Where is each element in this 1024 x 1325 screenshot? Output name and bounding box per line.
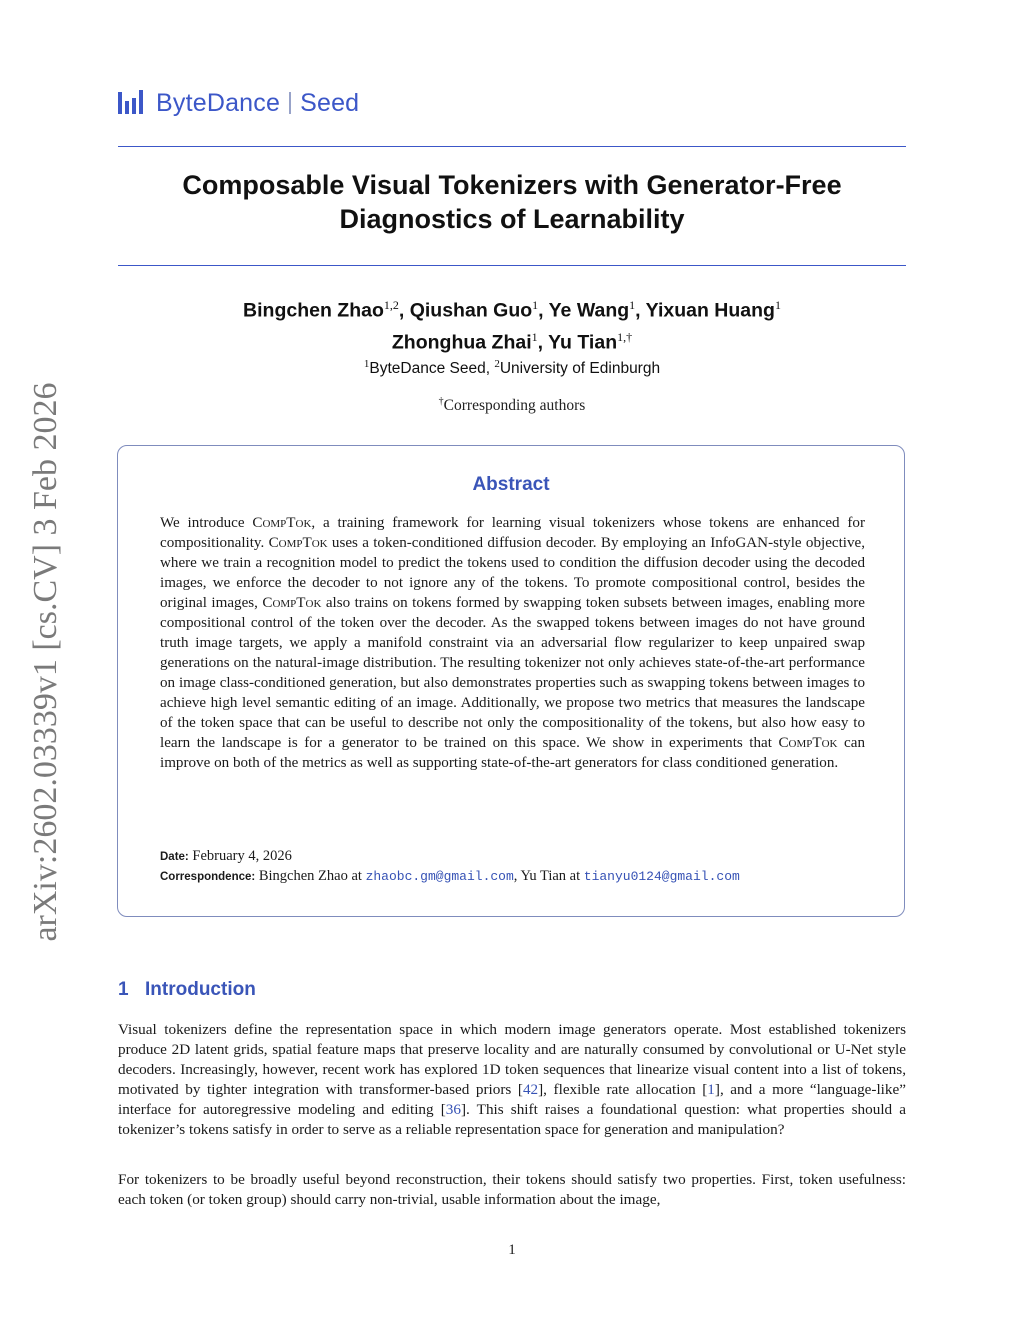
method-name: CompTok [778, 735, 838, 751]
corresponding-note [118, 396, 906, 415]
correspondence-line [160, 868, 740, 885]
logo-brand-text: ByteDance [156, 88, 281, 117]
date-label: Date: [160, 851, 189, 863]
author-affiliation-mark: 1 [774, 298, 781, 312]
author-name: Qiushan Guo [409, 299, 533, 322]
page-number: 1 [508, 1242, 516, 1258]
author-name: Zhonghua Zhai [391, 331, 532, 353]
correspondence-label: Correspondence: [160, 871, 256, 883]
dagger-mark: † [438, 396, 444, 407]
arxiv-identifier-stamp: arXiv:2602.03339v1 [cs.CV] 3 Feb 2026 [27, 382, 64, 942]
author-affiliation-mark: 1 [532, 298, 539, 312]
section-number: 1 [118, 979, 129, 1000]
bytedance-seed-logo [118, 88, 359, 118]
affiliation-mark: 1 [363, 358, 370, 370]
author-affiliation-mark: 1 [531, 329, 538, 344]
author-name: Yu Tian [548, 331, 618, 353]
author-affiliation-mark: 1,2 [383, 298, 399, 312]
citation-link[interactable]: 1 [707, 1081, 715, 1098]
author-name: Ye Wang [548, 299, 630, 322]
author-name: Yixuan Huang [645, 299, 775, 322]
author-list: Bingchen Zhao$^{1,2}$, Qiushan Guo$^1$, Ye Wang$^1$, Yixuan Huang$^1$ Zhonghua Zhai$^1$, Yu Tian$^{1,\dagger}$ [243, 298, 781, 353]
affiliation-list: $^1$ByteDance Seed, $^2$University of Edinburgh [363, 358, 661, 378]
affiliation-name: ByteDance Seed [369, 360, 486, 378]
section-title: Introduction [145, 979, 256, 1000]
date-value: February 4, 2026 [192, 848, 292, 864]
correspondence-person: Bingchen Zhao at [258, 868, 366, 884]
method-name: CompTok [262, 595, 322, 611]
abstract-heading: Abstract [472, 474, 550, 495]
logo-separator [289, 92, 291, 114]
method-name: CompTok [268, 535, 328, 551]
paper-title: Composable Visual Tokenizers with Generator-Free Diagnostics of Learnability [182, 170, 842, 234]
citation-link[interactable]: 36 [445, 1101, 461, 1118]
intro-paragraph-1: Visual tokenizers define the representation space in which modern image generators operate. Most established tokenizers produce 2D latent grids, spatial feature maps that preserve locality and are naturally consumed by convolutional or U-Net style decoders. Increasingly, however, recent work has explored 1D token sequences that linearize visual content into a list of tokens, motivated by tighter integration with transformer-based priors [42], flexible rate allocation [1], and a more “language-like” interface for autoregressive modeling and editing [36]. This shift raises a foundational question: what properties should a tokenizer’s tokens satisfy in order to serve as a reliable representation space for generation and manipulation? [118, 1021, 906, 1138]
affiliation-name: University of Edinburgh [499, 360, 661, 378]
header-rule-top [118, 146, 906, 147]
affiliation-mark: 2 [494, 358, 500, 370]
date-line [160, 848, 292, 865]
email-link-2[interactable]: tianyu0124@gmail.com [583, 869, 740, 884]
bytedance-bars-icon [118, 90, 148, 116]
section-heading-introduction [118, 979, 256, 1001]
correspondence-person: , Yu Tian at [513, 868, 584, 884]
author-affiliation-mark: 1,† [617, 329, 633, 344]
citation-link[interactable]: 42 [522, 1081, 539, 1098]
method-name: CompTok [252, 515, 312, 531]
logo-product-text: Seed [300, 88, 360, 117]
author-name: Bingchen Zhao [243, 299, 384, 322]
intro-paragraph-2: For tokenizers to be broadly useful beyond reconstruction, their tokens should satisfy two properties. First, token usefulness: each token (or token group) should carry non-trivial, usable information about the image, [118, 1171, 906, 1208]
header-rule-bottom [118, 265, 906, 266]
author-affiliation-mark: 1 [629, 298, 636, 312]
corresponding-text: Corresponding authors [443, 397, 586, 415]
email-link-1[interactable]: zhaobc.gm@gmail.com [365, 869, 514, 884]
abstract-text: We introduce CompTok, a training framework for learning visual tokenizers whose tokens are enhanced for compositionality. CompTok uses a token-conditioned diffusion decoder. By employing an InfoGAN-style objective, where we train a recognition model to predict the tokens used to condition the diffusion decoder using the decoded images, we enforce the decoder to not ignore any of the tokens. To promote compositional control, besides the original images, CompTok also trains on tokens formed by swapping token subsets between images, enabling more compositional control of the token over the decoder. As the swapped tokens between images do not have ground truth image targets, we apply a manifold constraint via an adversarial flow regularizer to keep unpaired swap generations on the natural-image distribution. The resulting tokenizer not only achieves state-of-the-art performance on image class-conditioned generation, but also demonstrates properties such as swapping tokens between images to achieve high level semantic editing of an image. Additionally, we propose two metrics that measures the landscape of the token space that can be useful to describe not only the compositionality of the tokens, but also how easy to learn the landscape is for a generator to be trained on this space. We show in experiments that CompTok can improve on both of the metrics as well as supporting state-of-the-art generators for class conditioned generation. [160, 515, 865, 771]
abstract-box [117, 445, 905, 917]
